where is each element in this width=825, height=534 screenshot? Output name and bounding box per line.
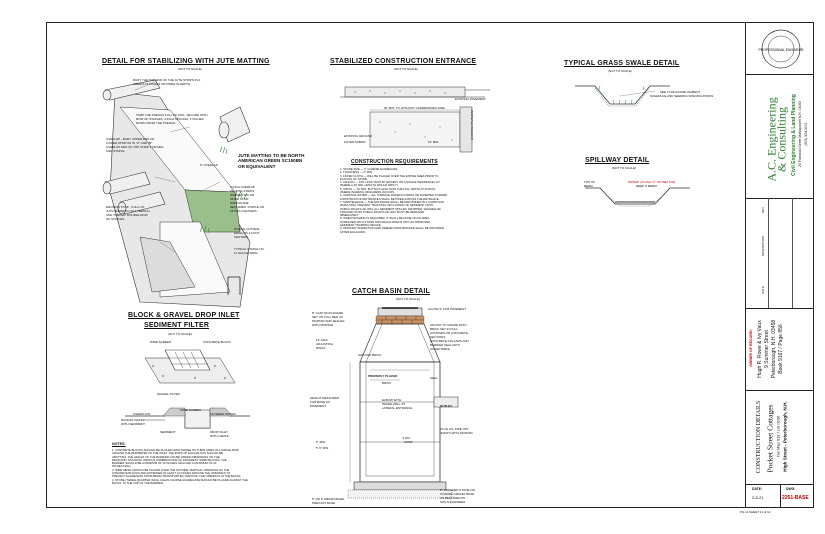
catch-label-21: PAVEMENT (310, 404, 327, 408)
block-label-wire-1: WIRE SCREEN (150, 340, 172, 344)
block-note-line: CONCRETE BLOCKS AND EXTENDED AT LEAST 12 INCHES AROUND THE OPENINGS TO (112, 471, 231, 476)
spillway-label-3: RIPRAP (CLASS "C" STONE) FOR (628, 180, 676, 184)
catch-basin-title: CATCH BASIN DETAIL (352, 288, 431, 295)
stab-scale-note: (NOT TO SCALE) (394, 67, 418, 71)
stab-req-line: 9. PERIODIC INSPECTION AND NEEDED MAINTENANCE SHALL BE PROVIDED (340, 226, 445, 231)
jute-note-2: TRENCH 6 INCHES OR MORE IN DEPTH (133, 82, 191, 86)
stab-requirements-list (340, 168, 447, 234)
sheet-footer: PG.11 SHEET 11 of 11 (740, 510, 771, 514)
rev-col-rev: REV (761, 206, 765, 214)
jute-right-note-2: OF JUTE STRIPS (230, 189, 255, 193)
block-note-line: AROUND THE PERIMETER OF THE INLET. THE ENDS OF EACH BLOCK SHOULD BE (112, 451, 223, 456)
spillway-label-4: DEEP 6' BERM (636, 184, 657, 188)
stab-req-line: TRACKED ONTO PUBLIC RIGHTS-OF-WAY MUST BE REMOVED (340, 209, 425, 214)
engineer-seal-icon (760, 28, 802, 70)
jute-right-note-6: REQUIRED. STAPLE ON (230, 205, 265, 209)
stab-req-line: 5. WIDTH — 10' MIN. BUT NOT LESS THAN THE FULL WIDTH AT POINTS (340, 186, 436, 191)
catch-label-1: 8" CAST IRON FRAME (312, 311, 344, 315)
catch-label-19: HEIGHT MEASURED (310, 396, 340, 400)
catch-label-0: ALLOW 3" FOR PAVEMENT (428, 307, 467, 311)
stab-req-line: PUBLIC RIGHTS-OF-WAY. ALL SEDIMENT SPILLED, DROPPED, WASHED OR (340, 206, 441, 211)
revision-table (746, 198, 814, 308)
stab-req-line: 8. WHEN WASHING IS REQUIRED, IT SHALL BE DONE ON AN AREA (340, 216, 430, 221)
block-note-line: INCHES HIGH. (112, 464, 132, 469)
block-label-runoff-2: WITH SEDIMENT (121, 422, 145, 426)
block-title-2: SEDIMENT FILTER (144, 322, 210, 329)
stab-req-line: AFTER EACH RAIN. (340, 229, 366, 234)
stab-req-line: PLACING OF STONE. (340, 176, 369, 181)
stab-entrance-title: STABILIZED CONSTRUCTION ENTRANCE (330, 58, 477, 65)
stab-req-line: 6. SURFACE WATER — ALL SURFACE WATER FLOWING OR DIVERTED TOWARD (340, 193, 448, 198)
stab-req-line: WHERE A 30' MIN. LENGTH WOULD APPLY). (340, 183, 399, 188)
jute-right-note-12: 11 GAUGE WIRE (234, 251, 258, 255)
stab-label-pavement-2: EXISTING PAVEMENT (470, 109, 474, 140)
drawing-title: CONSTRUCTION DETAILS (756, 400, 762, 474)
block-note-line: PREVENT AGGREGATE FROM BEING TRANSPORTED THROUGH THE OPENINGS IN THE BLOCK. (112, 474, 242, 479)
spillway-title: SPILLWAY DETAIL (585, 157, 650, 164)
catch-label-6: BRICK SET IN FULL (430, 327, 458, 331)
stab-label-length: 50' MIN. TO WITHOUT OVERBURDEN RISE (384, 106, 445, 110)
catch-label-28: 4' DIA. (402, 436, 411, 440)
stab-req-line: IMMEDIATELY. (340, 213, 359, 218)
owner-label: OWNER OF RECORD: (749, 329, 753, 367)
jute-note-1: BURY THE TOP END OF THE JUTE STRIPS IN A (133, 78, 201, 82)
stab-req-line: 1. STONE SIZE — 2" COARSE AGGREGATE (340, 167, 398, 171)
project-name: Pocket Street Cottages (765, 404, 775, 473)
spillway-scale-note: (NOT TO SCALE) (612, 166, 636, 170)
catch-label-12: CONCRETE COLLARS AND (430, 339, 469, 343)
spillway-label-1: TOP OF (584, 180, 596, 184)
catch-label-3: MORTAR AND SEALED (312, 319, 345, 323)
catch-label-23: INSIDE WALL AT (382, 402, 406, 406)
jute-scale-note: (NOT TO SCALE) (178, 67, 202, 71)
block-note-line: 3. STONE (THREE-QUARTER INCH) CLEAN COARSE AGGREGATE SHOULD BE PLACED AGAINST THE (112, 477, 248, 482)
catch-label-14: ACCEPTABLE (430, 347, 450, 351)
block-note-line: BLOCK TO THE TOP OF THE BARRIER. (112, 480, 164, 485)
jute-note-13: AND TAMPED. DOUBLE ROW (106, 213, 148, 217)
jute-spec-line-1: JUTE MATTING TO BE NORTH (238, 153, 305, 158)
owner-line-1: Hugh R. Rowe & Ivy Vaux (757, 320, 763, 378)
title-block (745, 22, 814, 508)
catch-label-18: SEAL (430, 376, 438, 380)
block-label-gravel: GRAVEL FILTER (157, 392, 180, 396)
stab-label-pavement: EXISTING PAVEMENT (455, 97, 486, 101)
swale-title: TYPICAL GRASS SWALE DETAIL (564, 60, 680, 67)
catch-label-13: BARRIER SEALANTS (430, 343, 460, 347)
stab-req-line: STABILIZED WITH STONE AND WHICH DRAINS INTO AN APPROVED (340, 219, 431, 224)
catch-label-10: ADJUSTING (316, 342, 334, 346)
block-label-runoff-1: RUNOFF WATER (121, 418, 145, 422)
catch-label-17: BRICK (382, 381, 392, 385)
catch-label-22: ELBOW WITH (382, 398, 402, 402)
catch-label-5: ADJUST TO GRADE WITH (430, 323, 467, 327)
jute-right-note-3: WHERE TWO OR (230, 193, 255, 197)
stab-label-fabric: FILTER FABRIC (344, 140, 366, 144)
jute-right-note-5: WIDTHS ARE (230, 201, 249, 205)
block-note-line: DESIGN BY STACKING VARIOUS COMBINATIONS OF DIFFERENT SIZED BLOCKS. THE (112, 457, 227, 462)
catch-label-32: 6" CRUSHED STONE OR (440, 488, 475, 492)
stab-requirements-title: CONSTRUCTION REQUIREMENTS (351, 159, 438, 165)
jute-right-note-4: MORE STRIP (230, 197, 249, 201)
catch-label-33: COARSE GRAVEL BASE (440, 492, 475, 496)
jute-note-7: LOWER STRIP AS IN "A" AND "B". (106, 141, 153, 145)
catch-label-20: FOR BASE OF (310, 400, 331, 404)
block-scale-note: (NOT TO SCALE) (168, 332, 192, 336)
jute-right-note-9: EDGE ON 2 FOOT (234, 231, 260, 235)
block-label-filtered: FILTERED WATER (210, 412, 236, 416)
block-note-line: ABUTTING. THE HEIGHT OF THE BARRIER CAN BE VARIED DEPENDING ON THE (112, 454, 220, 459)
jute-right-note-11: TYPICAL STAPLE NO. (234, 247, 265, 251)
jute-spec-line-2: AMERICAN GREEN SC150BN (238, 158, 303, 164)
jute-note-6: OVERLAP - BURY UPPER END OF (106, 137, 155, 141)
catch-label-7: COURSES OR CONCRETE (430, 331, 468, 335)
catch-label-15: GROUND BRICK (358, 353, 382, 357)
jute-note-4: ROW OF STAPLES, 4 INCH SPACING, 4 INCHES (136, 117, 204, 121)
catch-label-31: 5' 6" MIN. (316, 446, 329, 450)
block-notes-list (112, 449, 248, 485)
firm-subtitle: Civil Engineering & Land Planning (791, 94, 797, 176)
stab-label-ground: EXISTING GROUND (344, 134, 373, 138)
catch-label-37: PRECAST BASE (312, 501, 335, 505)
jute-detail-title: DETAIL FOR STABILIZING WITH JUTE MATTING (102, 58, 270, 65)
catch-label-16: PROPERLY PLACED (368, 374, 398, 378)
block-note-line: 2. WIRE MESH SHOULD BE PLACED OVER THE OUTSIDE VERTICAL OPENINGS OF THE (112, 467, 230, 472)
owner-line-3: Peterborough, N.H. 03458 (771, 319, 777, 379)
catch-label-9: 12" MAX (316, 338, 328, 342)
stab-req-line: 2. THICKNESS — 6" MIN. (340, 170, 373, 175)
stab-req-line: 3. FILTER CLOTH — WILL BE PLACED OVER THE ENTIRE AREA PRIOR TO (340, 173, 439, 178)
dwg-number: 2251-BASE (782, 495, 809, 501)
swale-scale-note: (NOT TO SCALE) (608, 69, 632, 73)
project-subtitle: Tax Map 019 / Lot 0106 (775, 415, 781, 458)
block-notes-title: NOTES: (112, 442, 126, 446)
swale-label-2: SCHEDULE AND SEEDING SPECIFICATIONS (650, 94, 714, 98)
owner-line-2: 9 Summer Street (764, 330, 770, 368)
catch-label-25: OUTLET (440, 404, 452, 408)
seal-text: PROFESSIONAL ENGINEER (758, 48, 804, 52)
block-label-sediment: SEDIMENT (160, 430, 176, 434)
block-label-wire-2: WIRE SCREEN (180, 408, 202, 412)
block-title-1: BLOCK & GRAVEL DROP INLET (128, 312, 240, 319)
block-note-line: 1. CONCRETE BLOCKS SHOULD BE PLACED LENGTHWISE ON THEIR SIDES IN A SINGLE ROW (112, 448, 239, 452)
catch-label-30: 6" MIN. (316, 440, 326, 444)
stab-req-line: SEDIMENT TRAPPING DEVICE. (340, 223, 382, 228)
jute-note-12: JUTE BURIED IN SILT TRENCH (106, 209, 150, 213)
catch-label-36: 5" OR 6" REINFORCED (312, 497, 345, 501)
block-label-inlet-2: WITH GRATE (210, 434, 229, 438)
block-note-line: BARRIER SHOULD BE A MINIMUM OF 12 INCHES HIGH AND A MAXIMUM OF 24 (112, 461, 217, 466)
firm-address: 25 Foxwood Street Mattapoisett N.H. 03063 (798, 101, 802, 167)
rev-col-date: DATE (761, 286, 765, 294)
owner-line-4: Book 9167 / Page 856 (778, 324, 784, 374)
jute-right-note-10: CENTERS. (234, 235, 250, 239)
block-label-overflow: OVERFLOW (133, 412, 151, 416)
date-label: DATE: (752, 487, 763, 491)
stab-label-width: 10' MIN. (428, 140, 440, 144)
stab-req-line: 4. LENGTH — NOT LESS THAN 50' (EXCEPT ON A SINGLE RESIDENCE LOT (340, 180, 440, 185)
jute-note-3: TAMP THE TRENCH FULL OF SOIL. SECURE WITH (136, 113, 208, 117)
jute-right-note-7: 18 INCH CENTERS (230, 209, 257, 213)
firm-name-2: & Consulting (774, 107, 789, 173)
jute-note-11: EROSION STOP - FOLD OF (106, 205, 145, 209)
firm-name: A.C. Engineering (764, 97, 779, 182)
stab-req-line: WHERE INGRESS OR EGRESS OCCURS. (340, 190, 395, 195)
jute-note-8: OVERLAP END OF TOP STRIP 4 INCHES (106, 145, 164, 149)
catch-label-11: RINGS (316, 346, 326, 350)
jute-right-note-8: STAPLE OUTSIDE (234, 227, 260, 231)
dwg-label: DWG: (786, 487, 796, 491)
catch-label-8: SECTIONS (430, 335, 446, 339)
jute-right-note-1: 4 INCH OVERLAP (230, 185, 255, 189)
catch-label-27: JOINTS WITH MORTAR (440, 431, 473, 435)
jute-spec-note (238, 153, 304, 169)
catch-scale-note: (NOT TO SCALE) (396, 297, 420, 301)
catch-label-34: AS REQUIRED BY (440, 496, 466, 500)
jute-note-10: 6" OVERLAP (200, 163, 218, 167)
stab-req-line: 7. MAINTENANCE — THE ENTRANCE SHALL BE MAINTAINED IN A CONDITION (340, 199, 444, 204)
jute-note-5: DOWN FROM THE TRENCH. (136, 121, 177, 125)
date-value: 2-8-21 (752, 495, 764, 500)
rev-col-description: DESCRIPTION (761, 235, 765, 257)
block-label-concrete: CONCRETE BLOCK (203, 340, 231, 344)
spillway-label-2: BERM (584, 184, 593, 188)
catch-label-2: SET ON FULL BED OF (312, 315, 344, 319)
catch-label-26: PLUG ALL PIPE OPT (440, 427, 469, 431)
firm-phone: (603) 924-3001 (804, 122, 808, 146)
catch-label-4: WITH MORTAR (312, 323, 334, 327)
catch-label-29: SUMP (404, 440, 413, 444)
block-label-inlet-1: DROP INLET (210, 430, 228, 434)
project-location: High Street - Peterborough, N.H. (782, 401, 788, 472)
stab-req-line: CONSTRUCTION ENTRANCES SHALL BE PIPED ACROSS THE ENTRANCE. (340, 196, 440, 201)
jute-spec-line-3: OR EQUIVALENT (238, 163, 276, 169)
jute-note-9: AND STAPLE (106, 149, 125, 153)
catch-label-24: LATERAL ENTRANCE (382, 406, 413, 410)
stab-req-line: WHICH WILL PREVENT TRACKING OR FLOWING OF SEDIMENT ONTO (340, 203, 434, 208)
jute-note-14: OF STAPLES. (106, 217, 126, 221)
swale-label-1: SEE TYPE ESTABLISHMENT (660, 90, 701, 94)
catch-label-35: SOILS ENGINEER (440, 500, 466, 504)
